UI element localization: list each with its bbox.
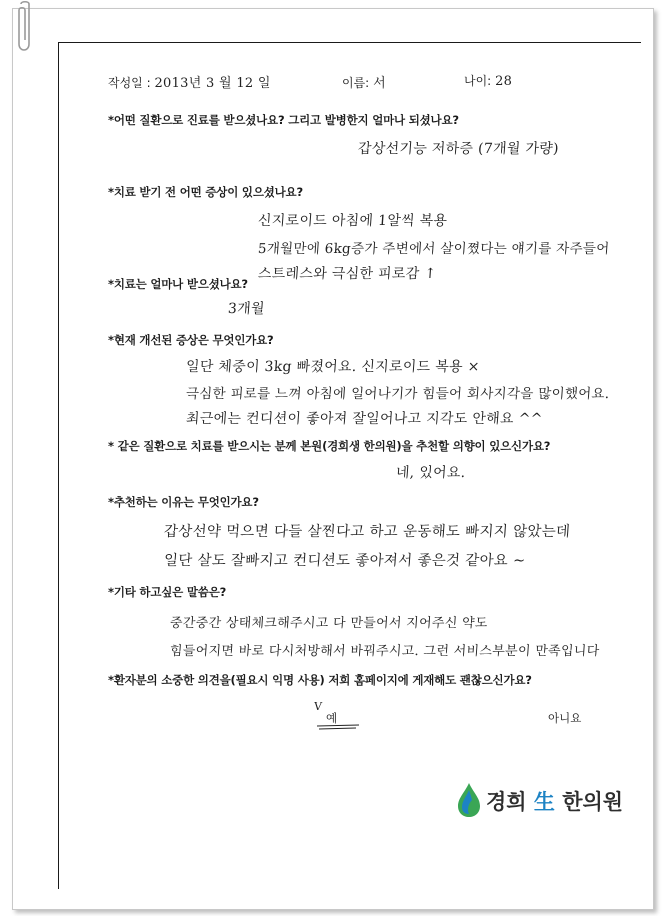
question-1: *어떤 질환으로 진료를 받으셨나요? 그리고 발병한지 얼마나 되셨나요? (108, 113, 459, 127)
date-value: 2013년 3 월 12 일 (154, 76, 271, 91)
question-3: *치료는 얼마나 받으셨나요? (108, 277, 248, 291)
water-drop-icon (456, 782, 482, 818)
age-label: 나이: (464, 74, 492, 88)
yes-underline (316, 723, 360, 731)
age-field (464, 72, 512, 89)
date-label: 작성일 : (108, 76, 151, 90)
date-field (108, 72, 271, 91)
answer-3-line-1: 3개월 (227, 301, 266, 317)
answer-6-line-1: 갑상선약 먹으면 다들 살찐다고 하고 운동해도 빠지지 않았는데 (163, 524, 571, 540)
answer-7-line-2: 힘들어지면 바로 다시처방해서 바꿔주시고. 그런 서비스부분이 만족입니다 (169, 644, 601, 659)
clinic-logo (456, 782, 626, 818)
question-6: *추천하는 이유는 무엇인가요? (108, 495, 259, 509)
question-4: *현재 개선된 증상은 무엇인가요? (108, 333, 274, 347)
name-value: 서 (373, 76, 386, 91)
clinic-name-part3: 한의원 (562, 790, 624, 814)
consent-check-mark: V (313, 700, 323, 713)
clinic-name-part2: 生 (533, 790, 555, 814)
answer-5-line-1: 네, 있어요. (395, 465, 467, 481)
answer-6-line-2: 일단 살도 잘빠지고 컨디션도 좋아져서 좋은것 같아요 ~ (163, 553, 527, 569)
consent-no: 아니요 (548, 711, 582, 725)
clinic-name-part1: 경희 (486, 790, 527, 814)
answer-2-line-1: 신지로이드 아침에 1알씩 복용 (257, 213, 448, 229)
age-value: 28 (495, 74, 513, 89)
paper-clip-icon (14, 0, 36, 58)
clinic-name (486, 786, 623, 816)
consent-yes: 예 (326, 711, 338, 725)
answer-7-line-1: 중간중간 상태체크해주시고 다 만들어서 지어주신 약도 (169, 616, 489, 631)
answer-4-line-3: 최근에는 컨디션이 좋아져 잘일어나고 지각도 안해요 ^^ (185, 411, 544, 427)
answer-2-line-3: 스트레스와 극심한 피로감 ↑ (257, 266, 437, 282)
answer-1-line-1: 갑상선기능 저하증 (7개월 가량) (357, 141, 560, 157)
question-2: *치료 받기 전 어떤 증상이 있으셨나요? (108, 185, 303, 199)
question-7: *기타 하고싶은 말씀은? (108, 585, 227, 599)
question-5: * 같은 질환으로 치료를 받으시는 분께 본원(경희생 한의원)을 추천할 의향이 있으신가요? (108, 439, 551, 453)
answer-4-line-1: 일단 체중이 3kg 빠졌어요. 신지로이드 복용 × (185, 359, 481, 375)
question-8: *환자분의 소중한 의견을(필요시 익명 사용) 저희 홈페이지에 게재해도 괜찮으신가요? (108, 673, 532, 687)
answer-2-line-2: 5개월만에 6kg증가 주변에서 살이쪘다는 얘기를 자주들어 (257, 241, 611, 257)
name-field (342, 72, 386, 91)
answer-4-line-2: 극심한 피로를 느껴 아침에 일어나기가 힘들어 회사지각을 많이했어요. (185, 386, 611, 402)
name-label: 이름: (342, 76, 370, 90)
form-border (58, 42, 641, 889)
